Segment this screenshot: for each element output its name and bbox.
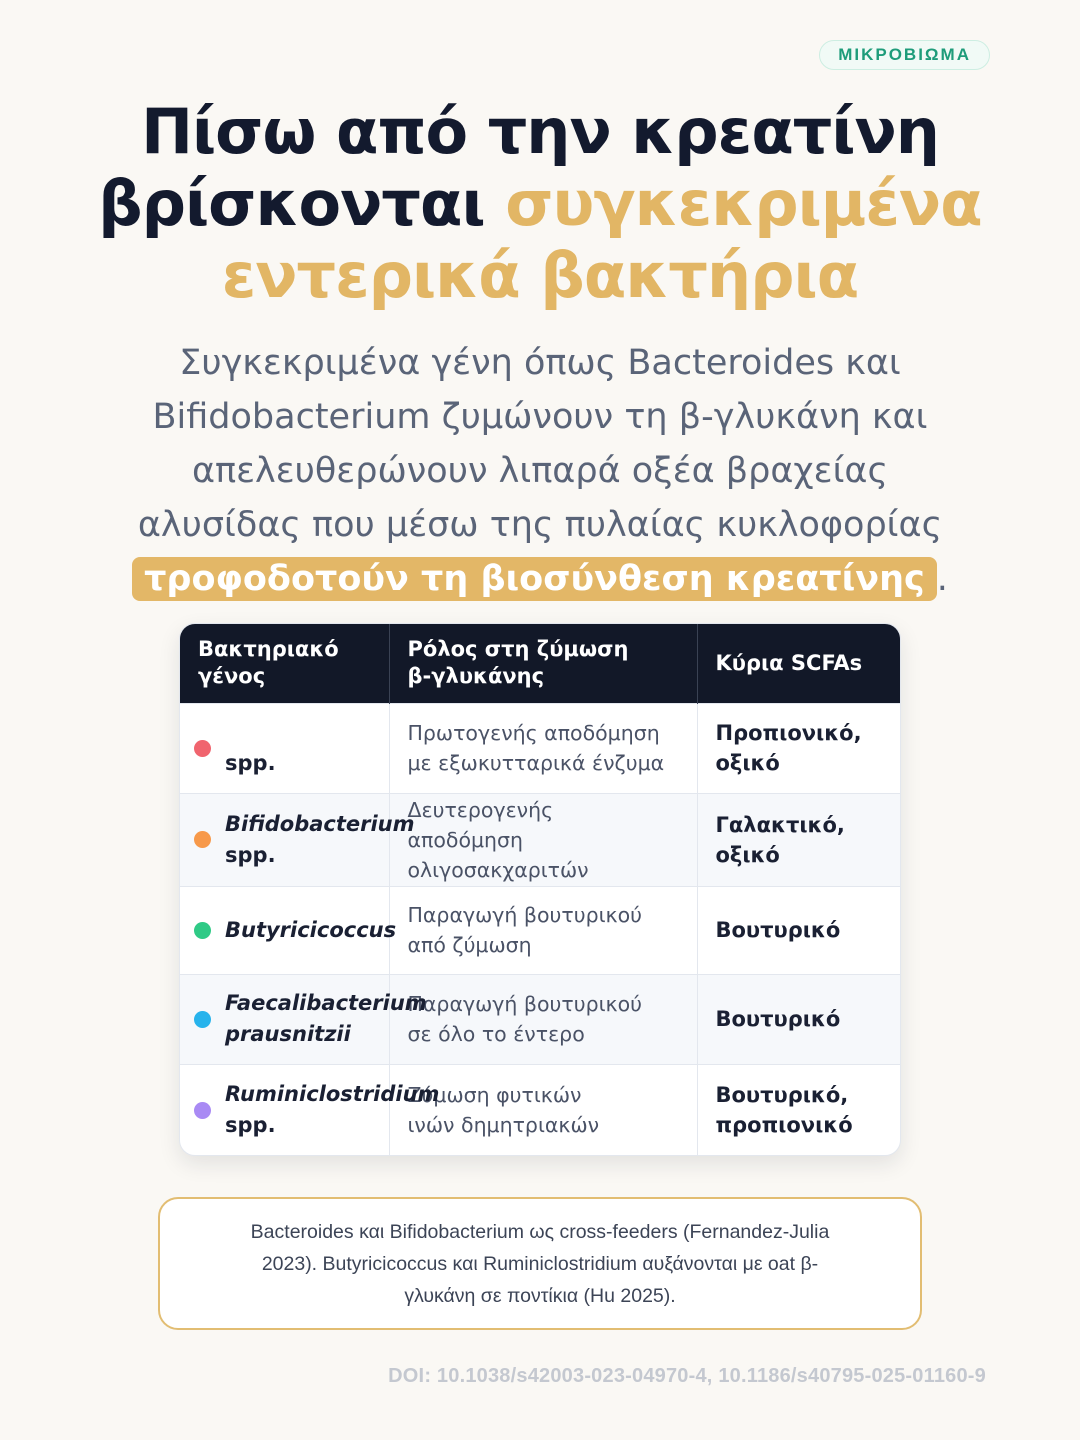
headline-line1: Πίσω από την κρεατίνη bbox=[141, 95, 939, 168]
headline-line2-plain: βρίσκονται bbox=[98, 167, 506, 240]
scfa-line: Βουτυρικό, bbox=[715, 1083, 849, 1108]
genus-suffix: spp. bbox=[225, 751, 276, 775]
scfa-cell bbox=[697, 793, 901, 886]
orange-dot-icon bbox=[194, 831, 211, 848]
lead-highlight: τροφοδοτούν τη βιοσύνθεση κρεατίνης bbox=[132, 557, 937, 601]
header-role-line1: Ρόλος στη ζύμωση bbox=[407, 637, 629, 662]
genus-italic: Butyricicoccus bbox=[225, 917, 397, 942]
genus-suffix: spp. bbox=[225, 842, 276, 867]
lead-line3: απελευθερώνουν λιπαρά οξέα βραχείας bbox=[191, 451, 889, 491]
source-note bbox=[158, 1197, 922, 1330]
genus-name bbox=[225, 915, 396, 946]
genus-name bbox=[225, 988, 427, 1050]
header-role-line2: β-γλυκάνης bbox=[407, 664, 545, 689]
table-row bbox=[180, 793, 901, 886]
header-role bbox=[389, 624, 697, 703]
header-genus bbox=[180, 624, 389, 703]
bacteria-table-card bbox=[179, 623, 901, 1156]
scfa-line: Βουτυρικό bbox=[715, 1007, 841, 1031]
genus-suffix: spp. bbox=[225, 1113, 276, 1138]
note-line: 2023). Butyricicoccus και Ruminiclostridium αυξάνονται με oat β- bbox=[261, 1253, 819, 1275]
scfa-line: οξικό bbox=[715, 751, 780, 775]
scfa-line: Προπιονικό, bbox=[715, 721, 862, 745]
lead-line2: Bifidobacterium ζυμώνουν τη β-γλυκάνη και bbox=[152, 397, 928, 437]
role-cell bbox=[389, 974, 697, 1064]
headline bbox=[60, 96, 1020, 312]
table-row bbox=[180, 886, 901, 974]
role-line: ινών δημητριακών bbox=[407, 1113, 600, 1138]
role-line: Δευτερογενής bbox=[407, 797, 554, 822]
genus-italic: Ruminiclostridium bbox=[225, 1082, 440, 1107]
genus-italic: Faecalibacterium bbox=[225, 991, 427, 1015]
lead-line1: Συγκεκριμένα γένη όπως Bacteroides και bbox=[179, 343, 901, 383]
doi-reference: DOI: 10.1038/s42003-023-04970-4, 10.1186/s40795-025-01160-9 bbox=[388, 1365, 986, 1387]
genus-cell bbox=[180, 793, 415, 886]
genus-cell bbox=[180, 974, 427, 1064]
bacteria-table bbox=[180, 624, 901, 1156]
purple-dot-icon bbox=[194, 1102, 211, 1119]
role-line: από ζύμωση bbox=[407, 933, 532, 957]
genus-cell bbox=[180, 886, 397, 974]
lead-end: . bbox=[936, 559, 948, 599]
header-genus-line1: Βακτηριακό bbox=[198, 637, 339, 662]
table-row bbox=[180, 974, 901, 1064]
role-line: αποδόμηση bbox=[407, 827, 524, 852]
green-dot-icon bbox=[194, 922, 211, 939]
role-line: ολιγοσακχαριτών bbox=[407, 857, 589, 882]
scfa-line: Γαλακτικό, bbox=[715, 812, 845, 837]
genus-cell bbox=[180, 1064, 440, 1156]
category-tag: ΜΙΚΡΟΒΙΩΜΑ bbox=[819, 40, 990, 70]
scfa-cell bbox=[697, 1064, 901, 1156]
red-dot-icon bbox=[194, 740, 211, 757]
role-cell bbox=[389, 793, 697, 886]
genus-name bbox=[225, 809, 415, 871]
role-line: Παραγωγή βουτυρικού bbox=[407, 992, 643, 1016]
lead-line4: αλυσίδας που μέσω της πυλαίας κυκλοφορίας bbox=[137, 505, 943, 545]
role-line: Παραγωγή βουτυρικού bbox=[407, 903, 643, 927]
role-line: Πρωτογενής αποδόμηση bbox=[407, 721, 660, 745]
role-line: σε όλο το έντερο bbox=[407, 1022, 585, 1046]
table-header-row bbox=[180, 624, 901, 703]
headline-line3-accent: εντερικά βακτήρια bbox=[221, 239, 859, 312]
scfa-line: οξικό bbox=[715, 842, 780, 867]
genus-cell bbox=[180, 703, 389, 793]
headline-line2-accent: συγκεκριμένα bbox=[505, 167, 982, 240]
genus-italic: Bifidobacterium bbox=[225, 811, 415, 836]
scfa-line: Βουτυρικό bbox=[715, 918, 841, 942]
genus-name bbox=[225, 1079, 439, 1141]
table-row bbox=[180, 1064, 901, 1156]
note-line: Bacteroides και Bifidobacterium ως cross-feeders (Fernandez-Julia bbox=[250, 1221, 830, 1243]
role-cell bbox=[389, 886, 697, 974]
header-genus-line2: γένος bbox=[198, 664, 266, 689]
role-line: Ζύμωση φυτικών bbox=[407, 1083, 582, 1108]
note-line: γλυκάνη σε ποντίκια (Hu 2025). bbox=[404, 1285, 676, 1307]
header-scfa bbox=[697, 624, 901, 703]
scfa-line: προπιονικό bbox=[715, 1113, 853, 1138]
blue-dot-icon bbox=[194, 1011, 211, 1028]
scfa-cell bbox=[697, 886, 901, 974]
header-scfa-label: Κύρια SCFAs bbox=[715, 650, 863, 675]
role-line: με εξωκυτταρικά ένζυμα bbox=[407, 751, 665, 775]
genus-name bbox=[225, 717, 276, 779]
scfa-cell bbox=[697, 703, 901, 793]
lead-paragraph bbox=[60, 336, 1020, 606]
scfa-cell bbox=[697, 974, 901, 1064]
genus-italic: prausnitzii bbox=[225, 1022, 351, 1046]
role-cell bbox=[389, 703, 697, 793]
table-row bbox=[180, 703, 901, 793]
